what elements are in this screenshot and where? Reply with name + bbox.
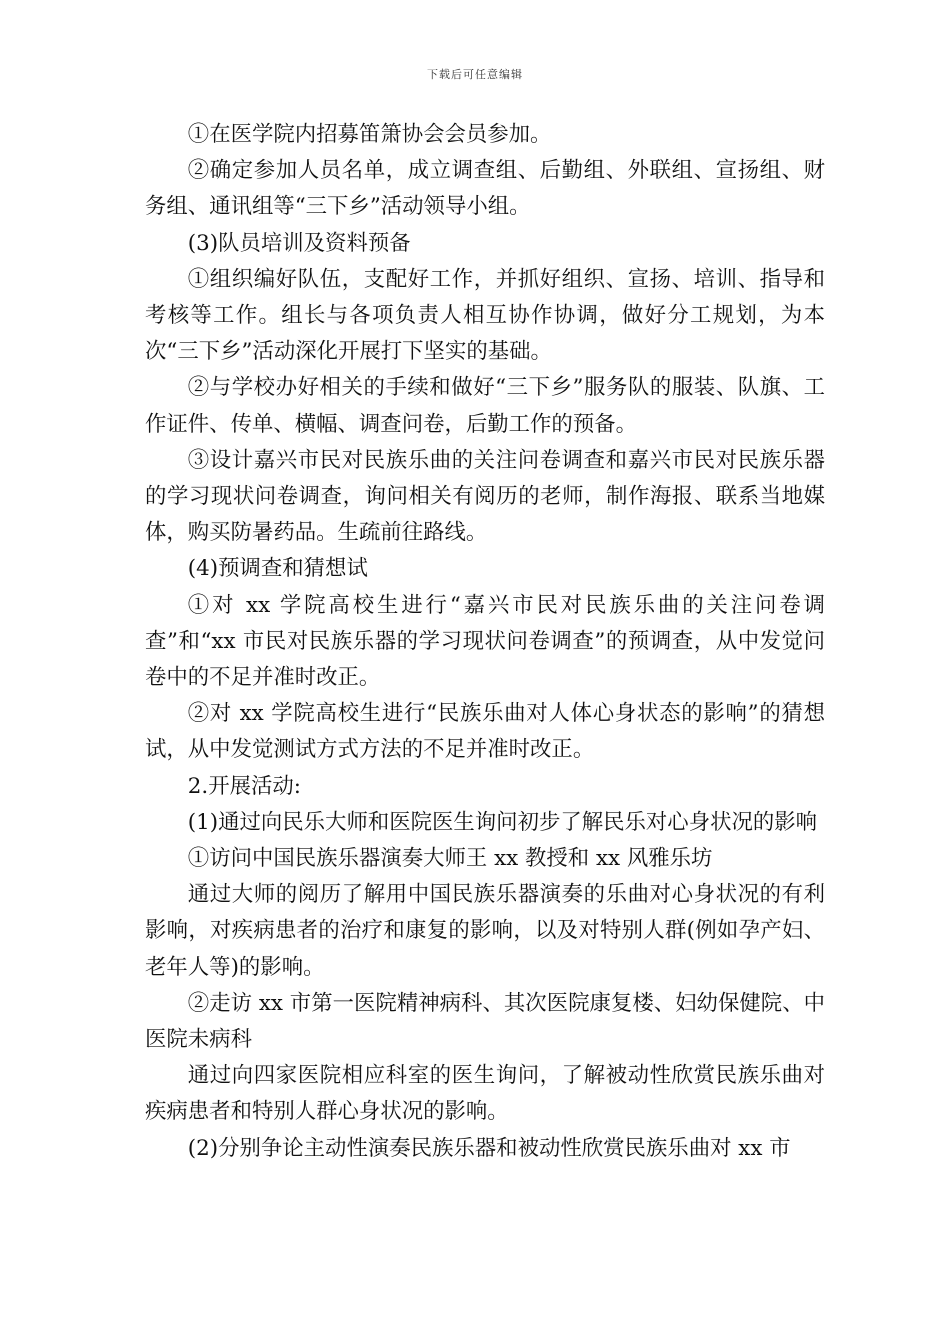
paragraph: 2.开展活动: <box>187 773 301 799</box>
paragraph: ②与学校办好相关的手续和做好“三下乡”服务队的服装、队旗、工作证件、传单、横幅、调查问卷，后勤工作的预备。 <box>145 375 825 437</box>
paragraph: ①组织编好队伍，支配好工作，并抓好组织、宣扬、培训、指导和考核等工作。组长与各项负责人相互协作协调，做好分工规划，为本次“三下乡”活动深化开展打下坚实的基础。 <box>145 266 825 365</box>
paragraph: ②确定参加人员名单，成立调查组、后勤组、外联组、宣扬组、财务组、通讯组等“三下乡”活动领导小组。 <box>145 158 825 220</box>
paragraph: (2)分别争论主动性演奏民族乐器和被动性欣赏民族乐曲对 xx 市 <box>187 1135 791 1161</box>
paragraph: (4)预调查和猜想试 <box>187 556 368 582</box>
paragraph: 通过大师的阅历了解用中国民族乐器演奏的乐曲对心身状况的有利影响，对疾病患者的治疗和康复的影响，以及对特别人群(例如孕产妇、老年人等)的影响。 <box>145 882 825 980</box>
paragraph: ①访问中国民族乐器演奏大师王 xx 教授和 xx 风雅乐坊 <box>187 846 713 872</box>
paragraph: ①对 xx 学院高校生进行“嘉兴市民对民族乐曲的关注问卷调查”和“xx 市民对民族乐器的学习现状问卷调查”的预调查，从中发觉问卷中的不足并准时改正。 <box>145 592 825 691</box>
paragraph: (3)队员培训及资料预备 <box>187 230 411 256</box>
paragraph: ②走访 xx 市第一医院精神病科、其次医院康复楼、妇幼保健院、中医院未病科 <box>145 990 825 1053</box>
page-header: 下载后可任意编辑 <box>427 68 523 81</box>
paragraph: (1)通过向民乐大师和医院医生询问初步了解民乐对心身状况的影响 <box>187 809 818 835</box>
document-body <box>145 117 825 1167</box>
paragraph: 通过向四家医院相应科室的医生询问，了解被动性欣赏民族乐曲对疾病患者和特别人群心身状况的影响。 <box>145 1063 825 1125</box>
paragraph: ③设计嘉兴市民对民族乐曲的关注问卷调查和嘉兴市民对民族乐器的学习现状问卷调查，询问相关有阅历的老师，制作海报、联系当地媒体，购买防暑药品。生疏前往路线。 <box>145 447 825 546</box>
paragraph: ①在医学院内招募笛箫协会会员参加。 <box>187 122 552 147</box>
paragraph: ②对 xx 学院高校生进行“民族乐曲对人体心身状态的影响”的猜想试，从中发觉测试方式方法的不足并准时改正。 <box>145 701 825 763</box>
